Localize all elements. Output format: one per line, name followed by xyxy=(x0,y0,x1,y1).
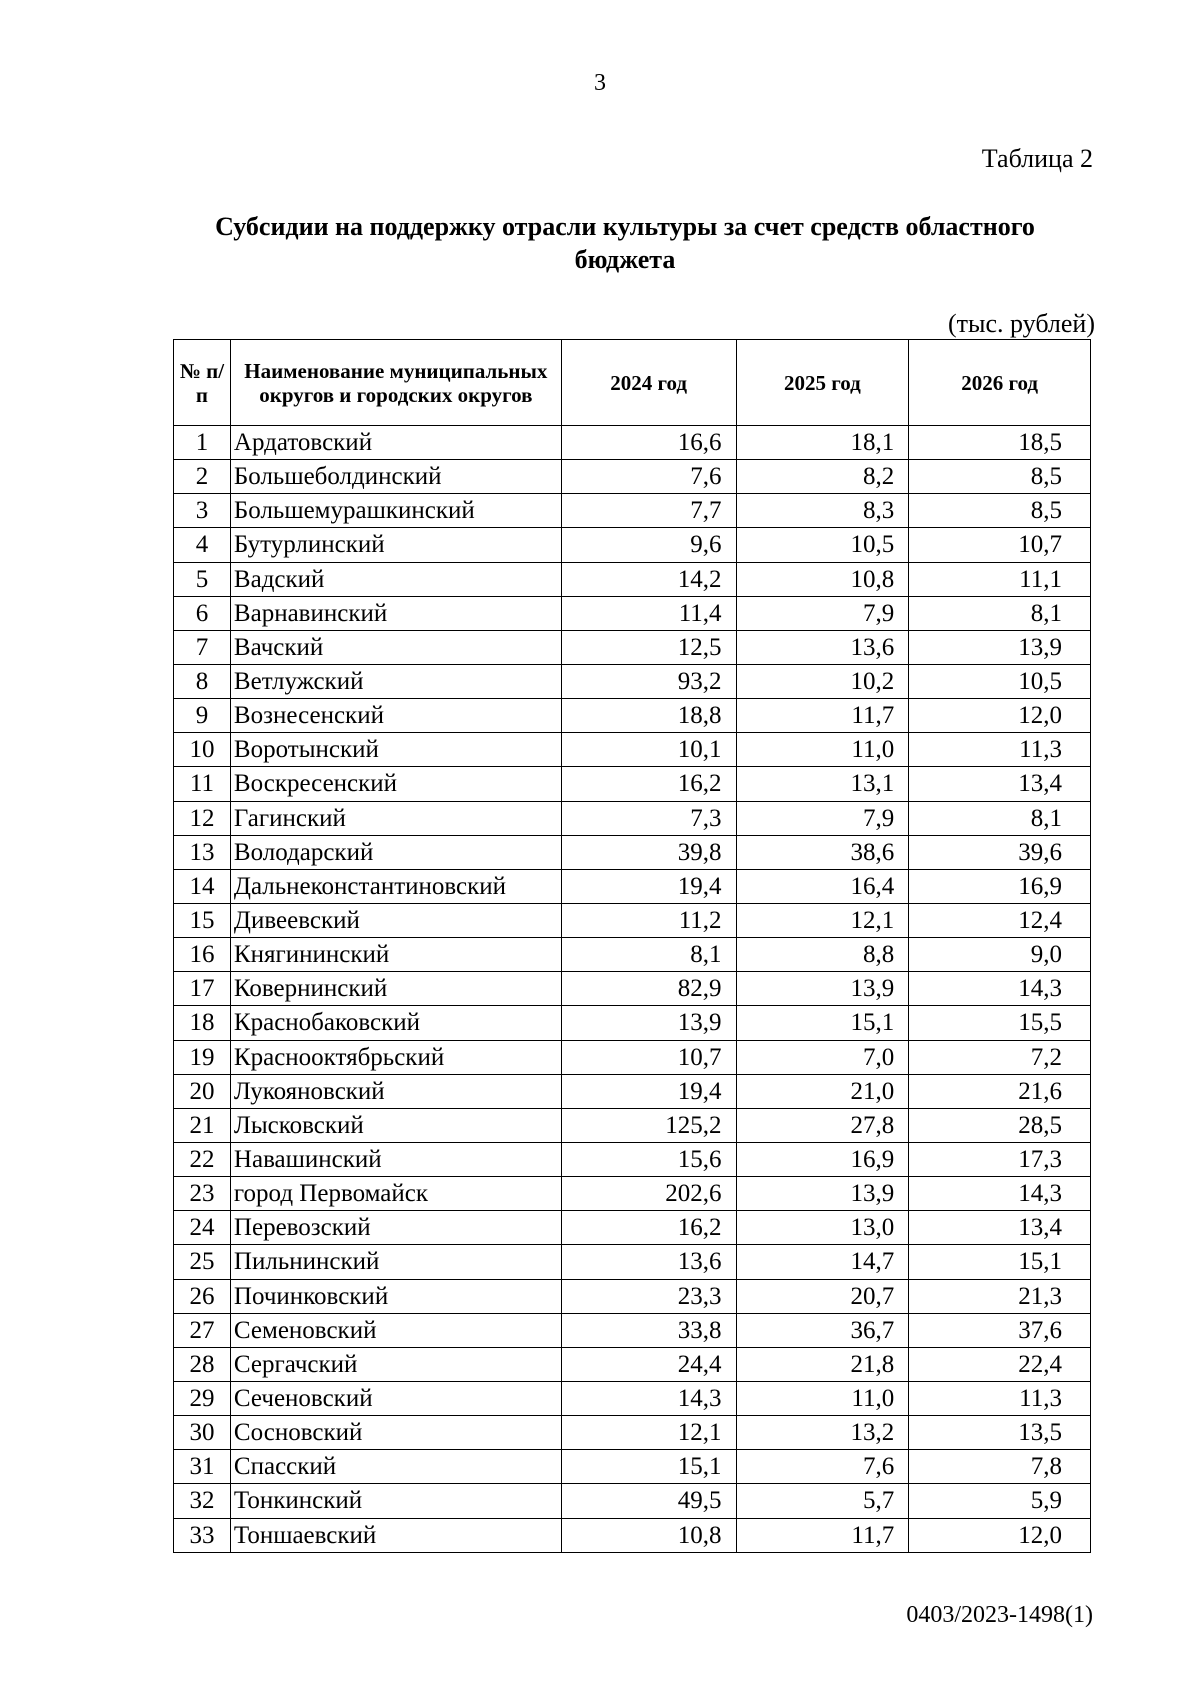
table-row xyxy=(174,460,1091,494)
row-name: Перевозский xyxy=(230,1211,561,1245)
row-name: Починковский xyxy=(230,1279,561,1313)
row-number: 5 xyxy=(174,562,231,596)
row-name: Ардатовский xyxy=(230,426,561,460)
row-value-2024: 93,2 xyxy=(561,664,736,698)
row-name: Володарский xyxy=(230,835,561,869)
header-name: Наименование муниципальных округов и городских округов xyxy=(230,340,561,426)
row-number: 1 xyxy=(174,426,231,460)
row-name: Тонкинский xyxy=(230,1484,561,1518)
row-name: Краснобаковский xyxy=(230,1006,561,1040)
row-value-2024: 12,1 xyxy=(561,1416,736,1450)
row-value-2025: 10,2 xyxy=(736,664,909,698)
row-number: 12 xyxy=(174,801,231,835)
row-value-2024: 10,7 xyxy=(561,1040,736,1074)
row-number: 15 xyxy=(174,903,231,937)
table-row xyxy=(174,1518,1091,1552)
row-value-2024: 18,8 xyxy=(561,699,736,733)
row-value-2024: 14,3 xyxy=(561,1381,736,1415)
row-value-2025: 8,3 xyxy=(736,494,909,528)
row-value-2026: 7,8 xyxy=(909,1450,1091,1484)
title-line-1: Субсидии на поддержку отрасли культуры за счет средств областного xyxy=(215,212,1035,241)
row-name: Дивеевский xyxy=(230,903,561,937)
row-value-2026: 13,4 xyxy=(909,1211,1091,1245)
header-2025: 2025 год xyxy=(736,340,909,426)
row-number: 29 xyxy=(174,1381,231,1415)
row-value-2025: 5,7 xyxy=(736,1484,909,1518)
row-value-2025: 8,2 xyxy=(736,460,909,494)
units-label: (тыс. рублей) xyxy=(947,309,1095,338)
row-name: Вознесенский xyxy=(230,699,561,733)
row-value-2024: 10,8 xyxy=(561,1518,736,1552)
row-value-2024: 15,6 xyxy=(561,1142,736,1176)
row-value-2026: 7,2 xyxy=(909,1040,1091,1074)
row-number: 27 xyxy=(174,1313,231,1347)
row-number: 4 xyxy=(174,528,231,562)
row-value-2025: 13,1 xyxy=(736,767,909,801)
row-value-2026: 11,3 xyxy=(909,1381,1091,1415)
row-number: 3 xyxy=(174,494,231,528)
row-value-2026: 17,3 xyxy=(909,1142,1091,1176)
row-value-2024: 10,1 xyxy=(561,733,736,767)
table-row xyxy=(174,938,1091,972)
row-value-2026: 15,5 xyxy=(909,1006,1091,1040)
row-value-2026: 12,0 xyxy=(909,1518,1091,1552)
row-value-2026: 13,9 xyxy=(909,630,1091,664)
row-value-2025: 38,6 xyxy=(736,835,909,869)
table-row xyxy=(174,801,1091,835)
table-row xyxy=(174,1347,1091,1381)
row-value-2025: 13,2 xyxy=(736,1416,909,1450)
row-value-2024: 16,2 xyxy=(561,767,736,801)
page-number: 3 xyxy=(594,70,606,96)
table-row xyxy=(174,1416,1091,1450)
table-row xyxy=(174,596,1091,630)
row-value-2025: 21,8 xyxy=(736,1347,909,1381)
row-value-2024: 24,4 xyxy=(561,1347,736,1381)
row-name: Гагинский xyxy=(230,801,561,835)
row-number: 28 xyxy=(174,1347,231,1381)
row-value-2025: 20,7 xyxy=(736,1279,909,1313)
row-value-2025: 21,0 xyxy=(736,1074,909,1108)
row-value-2025: 13,6 xyxy=(736,630,909,664)
row-name: Лукояновский xyxy=(230,1074,561,1108)
row-value-2025: 36,7 xyxy=(736,1313,909,1347)
row-value-2025: 13,9 xyxy=(736,972,909,1006)
row-number: 17 xyxy=(174,972,231,1006)
row-value-2024: 14,2 xyxy=(561,562,736,596)
row-value-2024: 12,5 xyxy=(561,630,736,664)
row-value-2026: 14,3 xyxy=(909,972,1091,1006)
row-number: 9 xyxy=(174,699,231,733)
row-value-2026: 10,7 xyxy=(909,528,1091,562)
table-row xyxy=(174,1279,1091,1313)
row-value-2025: 11,7 xyxy=(736,1518,909,1552)
row-number: 8 xyxy=(174,664,231,698)
row-name: Большемурашкинский xyxy=(230,494,561,528)
header-2024: 2024 год xyxy=(561,340,736,426)
table-header-row xyxy=(174,340,1091,426)
row-value-2024: 125,2 xyxy=(561,1108,736,1142)
row-value-2025: 11,0 xyxy=(736,733,909,767)
row-number: 22 xyxy=(174,1142,231,1176)
row-value-2024: 13,9 xyxy=(561,1006,736,1040)
row-number: 24 xyxy=(174,1211,231,1245)
table-row xyxy=(174,1108,1091,1142)
row-name: Ковернинский xyxy=(230,972,561,1006)
row-value-2024: 19,4 xyxy=(561,1074,736,1108)
row-name: Семеновский xyxy=(230,1313,561,1347)
row-value-2026: 8,1 xyxy=(909,596,1091,630)
row-value-2025: 15,1 xyxy=(736,1006,909,1040)
row-value-2026: 12,4 xyxy=(909,903,1091,937)
document-code: 0403/2023-1498(1) xyxy=(906,1602,1093,1628)
row-value-2026: 5,9 xyxy=(909,1484,1091,1518)
table-row xyxy=(174,562,1091,596)
row-value-2024: 9,6 xyxy=(561,528,736,562)
table-row xyxy=(174,1245,1091,1279)
table-row xyxy=(174,1381,1091,1415)
subsidy-table xyxy=(173,339,1091,1553)
row-number: 10 xyxy=(174,733,231,767)
row-value-2026: 8,5 xyxy=(909,494,1091,528)
row-value-2026: 11,3 xyxy=(909,733,1091,767)
row-number: 18 xyxy=(174,1006,231,1040)
row-name: Сеченовский xyxy=(230,1381,561,1415)
table-row xyxy=(174,1313,1091,1347)
table-row xyxy=(174,903,1091,937)
table-row xyxy=(174,1006,1091,1040)
row-number: 11 xyxy=(174,767,231,801)
row-value-2026: 13,5 xyxy=(909,1416,1091,1450)
row-name: Навашинский xyxy=(230,1142,561,1176)
table-row xyxy=(174,528,1091,562)
row-value-2024: 49,5 xyxy=(561,1484,736,1518)
row-name: Пильнинский xyxy=(230,1245,561,1279)
row-name: Воскресенский xyxy=(230,767,561,801)
row-value-2024: 39,8 xyxy=(561,835,736,869)
row-value-2025: 10,8 xyxy=(736,562,909,596)
table-row xyxy=(174,494,1091,528)
row-value-2026: 37,6 xyxy=(909,1313,1091,1347)
row-number: 14 xyxy=(174,869,231,903)
table-row xyxy=(174,1074,1091,1108)
row-name: Краснооктябрьский xyxy=(230,1040,561,1074)
row-number: 30 xyxy=(174,1416,231,1450)
row-value-2026: 9,0 xyxy=(909,938,1091,972)
row-name: Вачский xyxy=(230,630,561,664)
row-name: Бутурлинский xyxy=(230,528,561,562)
table-row xyxy=(174,1484,1091,1518)
row-value-2026: 28,5 xyxy=(909,1108,1091,1142)
row-name: Лысковский xyxy=(230,1108,561,1142)
row-value-2024: 16,2 xyxy=(561,1211,736,1245)
row-value-2026: 8,1 xyxy=(909,801,1091,835)
row-number: 13 xyxy=(174,835,231,869)
row-number: 2 xyxy=(174,460,231,494)
row-number: 26 xyxy=(174,1279,231,1313)
header-2026: 2026 год xyxy=(909,340,1091,426)
row-number: 23 xyxy=(174,1177,231,1211)
row-number: 20 xyxy=(174,1074,231,1108)
row-value-2026: 21,6 xyxy=(909,1074,1091,1108)
row-value-2026: 10,5 xyxy=(909,664,1091,698)
row-value-2024: 11,4 xyxy=(561,596,736,630)
table-row xyxy=(174,733,1091,767)
row-value-2024: 19,4 xyxy=(561,869,736,903)
row-value-2024: 13,6 xyxy=(561,1245,736,1279)
table-row xyxy=(174,767,1091,801)
row-value-2024: 7,3 xyxy=(561,801,736,835)
row-value-2024: 23,3 xyxy=(561,1279,736,1313)
row-value-2024: 15,1 xyxy=(561,1450,736,1484)
row-number: 21 xyxy=(174,1108,231,1142)
row-number: 16 xyxy=(174,938,231,972)
row-value-2025: 7,9 xyxy=(736,596,909,630)
row-value-2024: 202,6 xyxy=(561,1177,736,1211)
table-row xyxy=(174,664,1091,698)
row-value-2026: 16,9 xyxy=(909,869,1091,903)
row-number: 31 xyxy=(174,1450,231,1484)
row-value-2025: 13,9 xyxy=(736,1177,909,1211)
row-name: Вадский xyxy=(230,562,561,596)
row-value-2025: 11,0 xyxy=(736,1381,909,1415)
row-value-2026: 15,1 xyxy=(909,1245,1091,1279)
row-value-2025: 16,4 xyxy=(736,869,909,903)
row-number: 19 xyxy=(174,1040,231,1074)
row-value-2026: 39,6 xyxy=(909,835,1091,869)
table-row xyxy=(174,972,1091,1006)
row-value-2025: 11,7 xyxy=(736,699,909,733)
row-name: Сергачский xyxy=(230,1347,561,1381)
row-name: Княгининский xyxy=(230,938,561,972)
row-number: 33 xyxy=(174,1518,231,1552)
title-line-2: бюджета xyxy=(574,245,676,274)
row-name: Тоншаевский xyxy=(230,1518,561,1552)
row-value-2025: 16,9 xyxy=(736,1142,909,1176)
row-value-2024: 11,2 xyxy=(561,903,736,937)
row-name: Ветлужский xyxy=(230,664,561,698)
row-value-2024: 8,1 xyxy=(561,938,736,972)
table-row xyxy=(174,1177,1091,1211)
row-value-2025: 12,1 xyxy=(736,903,909,937)
row-value-2026: 22,4 xyxy=(909,1347,1091,1381)
row-number: 7 xyxy=(174,630,231,664)
row-value-2025: 7,0 xyxy=(736,1040,909,1074)
table-row xyxy=(174,869,1091,903)
table-row xyxy=(174,1211,1091,1245)
row-value-2024: 33,8 xyxy=(561,1313,736,1347)
row-value-2025: 18,1 xyxy=(736,426,909,460)
row-value-2025: 13,0 xyxy=(736,1211,909,1245)
row-value-2024: 82,9 xyxy=(561,972,736,1006)
row-name: Воротынский xyxy=(230,733,561,767)
row-value-2025: 8,8 xyxy=(736,938,909,972)
row-value-2024: 7,7 xyxy=(561,494,736,528)
table-row xyxy=(174,426,1091,460)
row-value-2025: 10,5 xyxy=(736,528,909,562)
row-value-2026: 11,1 xyxy=(909,562,1091,596)
header-number: № п/п xyxy=(174,340,231,426)
row-number: 32 xyxy=(174,1484,231,1518)
row-name: город Первомайск xyxy=(230,1177,561,1211)
row-value-2026: 21,3 xyxy=(909,1279,1091,1313)
row-name: Дальнеконстантиновский xyxy=(230,869,561,903)
table-label: Таблица 2 xyxy=(981,144,1093,173)
table-row xyxy=(174,1450,1091,1484)
table-row xyxy=(174,1142,1091,1176)
table-row xyxy=(174,630,1091,664)
row-name: Варнавинский xyxy=(230,596,561,630)
table-row xyxy=(174,835,1091,869)
row-number: 6 xyxy=(174,596,231,630)
row-value-2025: 27,8 xyxy=(736,1108,909,1142)
row-value-2025: 7,9 xyxy=(736,801,909,835)
page-title xyxy=(150,210,1100,276)
row-value-2024: 7,6 xyxy=(561,460,736,494)
row-value-2026: 18,5 xyxy=(909,426,1091,460)
table-row xyxy=(174,699,1091,733)
row-value-2025: 7,6 xyxy=(736,1450,909,1484)
row-name: Спасский xyxy=(230,1450,561,1484)
row-value-2024: 16,6 xyxy=(561,426,736,460)
row-name: Большеболдинский xyxy=(230,460,561,494)
table-body xyxy=(174,426,1091,1553)
row-value-2026: 8,5 xyxy=(909,460,1091,494)
row-name: Сосновский xyxy=(230,1416,561,1450)
row-value-2026: 13,4 xyxy=(909,767,1091,801)
row-value-2025: 14,7 xyxy=(736,1245,909,1279)
row-value-2026: 12,0 xyxy=(909,699,1091,733)
row-value-2026: 14,3 xyxy=(909,1177,1091,1211)
row-number: 25 xyxy=(174,1245,231,1279)
table-row xyxy=(174,1040,1091,1074)
